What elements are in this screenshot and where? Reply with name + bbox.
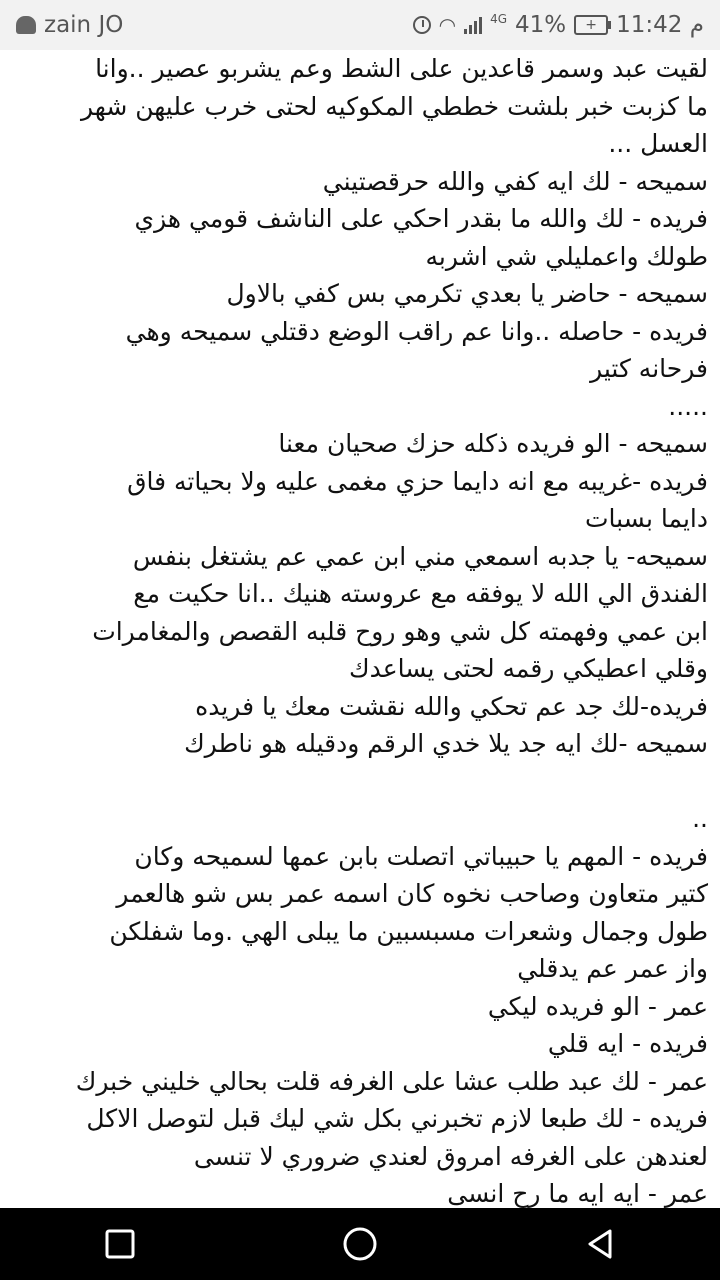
status-bar	[0, 0, 720, 50]
article-line: ما كزبت خبر بلشت خططي المكوكيه لحتى خرب عليهن شهر	[81, 91, 708, 121]
blank-line	[14, 763, 708, 801]
article-line: فريده - لك طبعا لازم تخبرني بكل شي ليك قبل لتوصل الاكل	[86, 1104, 708, 1133]
circle-icon	[341, 1225, 379, 1263]
home-button[interactable]	[320, 1214, 400, 1274]
article-line: سميحه - لك ايه كفي والله حرقصتيني	[322, 166, 708, 196]
alarm-icon	[413, 16, 431, 34]
article-line: العسل ...	[608, 129, 708, 158]
signal-icon	[464, 16, 482, 34]
navigation-bar	[0, 1208, 720, 1280]
battery-icon: +	[574, 15, 608, 35]
article-line: سميحه - حاضر يا بعدي تكرمي بس كفي بالاول	[226, 279, 708, 308]
recents-button[interactable]	[80, 1214, 160, 1274]
article-line: لقيت عبد وسمر قاعدين على الشط وعم يشربو عصير ..وانا	[95, 54, 708, 83]
article-line: الفندق الي الله لا يوفقه مع عروسته هنيك ..انا حكيت مع	[133, 579, 708, 608]
article-line: فرحانه كتير	[590, 354, 708, 383]
carrier-label: zain JO	[44, 12, 124, 38]
triangle-back-icon	[582, 1226, 618, 1262]
article-line: .....	[668, 391, 708, 421]
article-line: دايما بسبات	[584, 504, 708, 533]
article-line: فريده - لك والله ما بقدر احكي على الناشف قومي هزي	[134, 204, 708, 233]
article-line: كتير متعاون وصاحب نخوه كان اسمه عمر بس شو هالعمر	[116, 879, 708, 908]
article-line: ابن عمي وفهمته كل شي وهو روح قلبه القصص والمغامرات	[92, 616, 708, 646]
battery-level: 41%	[515, 12, 567, 38]
article-line: فريده -غريبه مع انه دايما حزي مغمى عليه ولا بحياته فاق	[127, 466, 708, 496]
article-line: عمر - ايه ايه ما رح انسى	[447, 1179, 708, 1208]
article-line: سميحه -لك ايه جد يلا خدي الرقم ودقيله هو ناطرك	[184, 729, 708, 758]
article-line: واز عمر عم يدقلي	[517, 954, 708, 983]
network-label: 4G	[490, 12, 508, 26]
wifi-icon: ◠	[438, 13, 457, 37]
article-line: طول وجمال وشعرات مسبسبين ما يبلى الهي .وما شفلكن	[109, 916, 708, 946]
article-line: عمر - لك عبد طلب عشا على الغرفه قلت بحالي خليني خبرك	[75, 1066, 708, 1096]
article-line: ..	[692, 804, 708, 833]
article-line: فريده - حاصله ..وانا عم راقب الوضع دقتلي سميحه وهي	[125, 316, 708, 346]
article-scroll-view[interactable]	[0, 50, 720, 1208]
article-text	[0, 50, 720, 1250]
article-line: سميحه - الو فريده ذكله حزك صحيان معنا	[278, 429, 708, 458]
status-right	[413, 12, 704, 38]
article-line: فريده - ايه قلي	[547, 1029, 708, 1058]
article-line: طولك واعمليلي شي اشربه	[425, 241, 708, 271]
article-line: فريده-لك جد عم تحكي والله نقشت معك يا فريده	[195, 691, 708, 721]
article-line: فريده - المهم يا حبيباتي اتصلت بابن عمها لسميحه وكان	[134, 841, 708, 871]
article-line: عمر - الو فريده ليكي	[487, 991, 708, 1021]
article-line: وقلي اعطيكي رقمه لحتى يساعدك	[348, 654, 708, 683]
clock: 11:42 م	[616, 12, 704, 38]
status-left	[16, 12, 123, 38]
article-line: سميحه- يا جدبه اسمعي مني ابن عمي عم يشتغل بنفس	[132, 541, 708, 571]
article-line: لعندهن على الغرفه امروق لعندي ضروري لا تنسى	[193, 1141, 708, 1171]
back-button[interactable]	[560, 1214, 640, 1274]
square-icon	[103, 1227, 137, 1261]
android-icon	[16, 16, 36, 34]
